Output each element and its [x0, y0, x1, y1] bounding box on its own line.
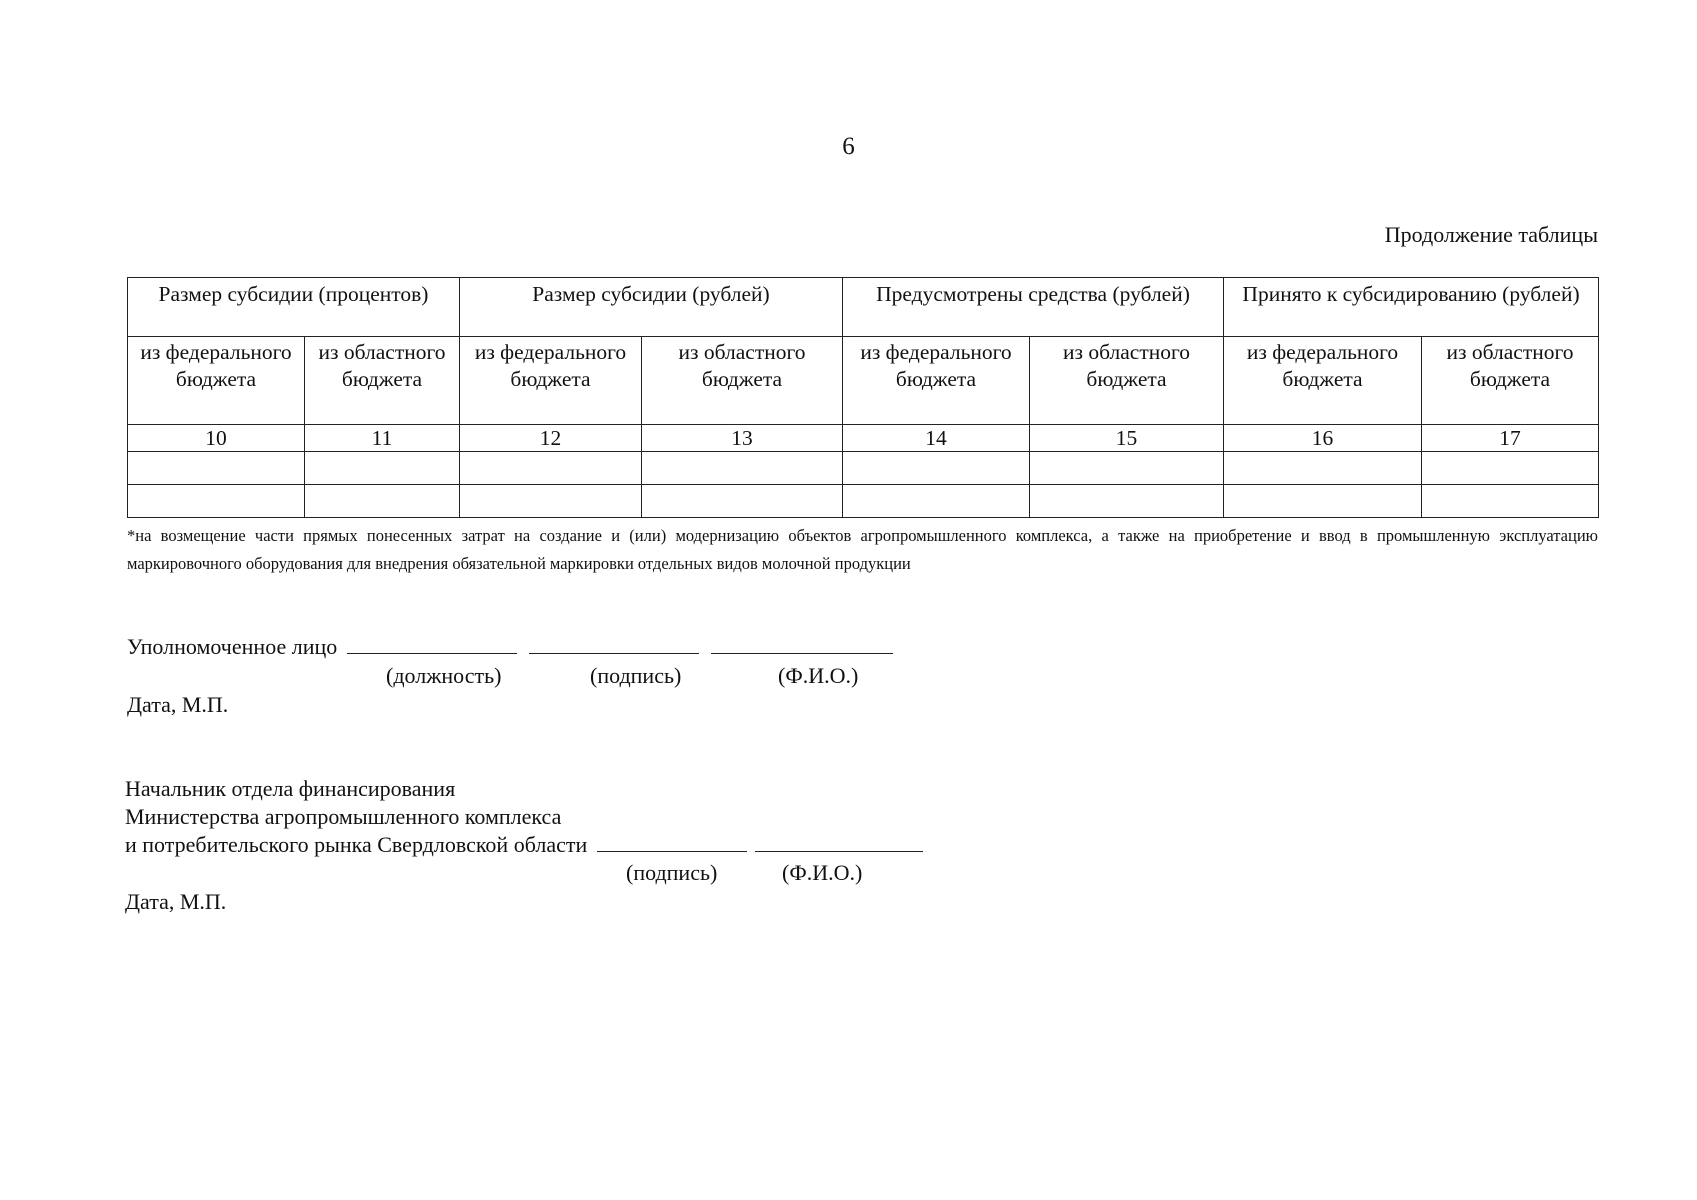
column-number-row [128, 425, 1599, 452]
empty-cell [305, 452, 460, 485]
empty-cell [1224, 452, 1422, 485]
column-number-cell: 12 [460, 425, 642, 452]
footnote: *на возмещение части прямых понесенных затрат на создание и (или) модернизацию объектов агропромышленного комплекса, а также на приобретение и ввод в промышленную эксплуатацию маркировочного оборудования для внедрения обязательной маркировки отдельных видов молочной продукции [127, 526, 1598, 573]
column-number-cell: 14 [843, 425, 1030, 452]
signature-caption: (подпись) [590, 663, 682, 688]
empty-cell [305, 485, 460, 518]
table-subheader-row [128, 337, 1599, 425]
signature-blank [529, 652, 699, 654]
signature-caption: (подпись) [626, 860, 718, 885]
full-name-caption: (Ф.И.О.) [778, 663, 859, 688]
authorized-person-line [127, 633, 893, 661]
empty-cell [460, 485, 642, 518]
subheader-cell: из федерального бюджета [843, 337, 1030, 425]
empty-table-row [128, 485, 1599, 518]
empty-cell [1030, 485, 1224, 518]
empty-cell [460, 452, 642, 485]
empty-cell [1422, 485, 1599, 518]
group-header-cell: Размер субсидии (рублей) [460, 278, 843, 337]
head-title-line-3: и потребительского рынка Свердловской области [125, 832, 588, 857]
subheader-cell: из областного бюджета [1422, 337, 1599, 425]
subheader-cell: из федерального бюджета [1224, 337, 1422, 425]
head-title-line-3-row [125, 831, 923, 859]
group-header-cell: Принято к субсидированию (рублей) [1224, 278, 1599, 337]
column-number-cell: 15 [1030, 425, 1224, 452]
column-number-cell: 10 [128, 425, 305, 452]
column-number-cell: 17 [1422, 425, 1599, 452]
date-stamp-label: Дата, М.П. [127, 692, 229, 717]
empty-cell [843, 452, 1030, 485]
empty-table-row [128, 452, 1599, 485]
subheader-cell: из областного бюджета [305, 337, 460, 425]
column-number-cell: 16 [1224, 425, 1422, 452]
signature-blank [597, 850, 747, 852]
full-name-caption: (Ф.И.О.) [782, 860, 863, 885]
subheader-cell: из федерального бюджета [128, 337, 305, 425]
page-number: 6 [842, 133, 855, 160]
full-name-blank [755, 850, 923, 852]
empty-cell [128, 452, 305, 485]
date-stamp-label: Дата, М.П. [125, 889, 227, 914]
subheader-cell: из областного бюджета [642, 337, 843, 425]
position-blank [347, 652, 517, 654]
continuation-label: Продолжение таблицы [1384, 222, 1598, 247]
group-header-cell: Предусмотрены средства (рублей) [843, 278, 1224, 337]
full-name-blank [711, 652, 893, 654]
head-title-line-2: Министерства агропромышленного комплекса [125, 804, 562, 829]
column-number-cell: 11 [305, 425, 460, 452]
empty-cell [642, 452, 843, 485]
head-title-line-1: Начальник отдела финансирования [125, 776, 456, 801]
subheader-cell: из областного бюджета [1030, 337, 1224, 425]
empty-cell [1422, 452, 1599, 485]
empty-cell [128, 485, 305, 518]
subheader-cell: из федерального бюджета [460, 337, 642, 425]
group-header-cell: Размер субсидии (процентов) [128, 278, 460, 337]
subsidy-table [127, 277, 1599, 518]
empty-cell [843, 485, 1030, 518]
table-header-row [128, 278, 1599, 337]
empty-cell [1224, 485, 1422, 518]
column-number-cell: 13 [642, 425, 843, 452]
empty-cell [1030, 452, 1224, 485]
empty-cell [642, 485, 843, 518]
position-caption: (должность) [386, 663, 502, 688]
authorized-person-label: Уполномоченное лицо [127, 634, 338, 659]
